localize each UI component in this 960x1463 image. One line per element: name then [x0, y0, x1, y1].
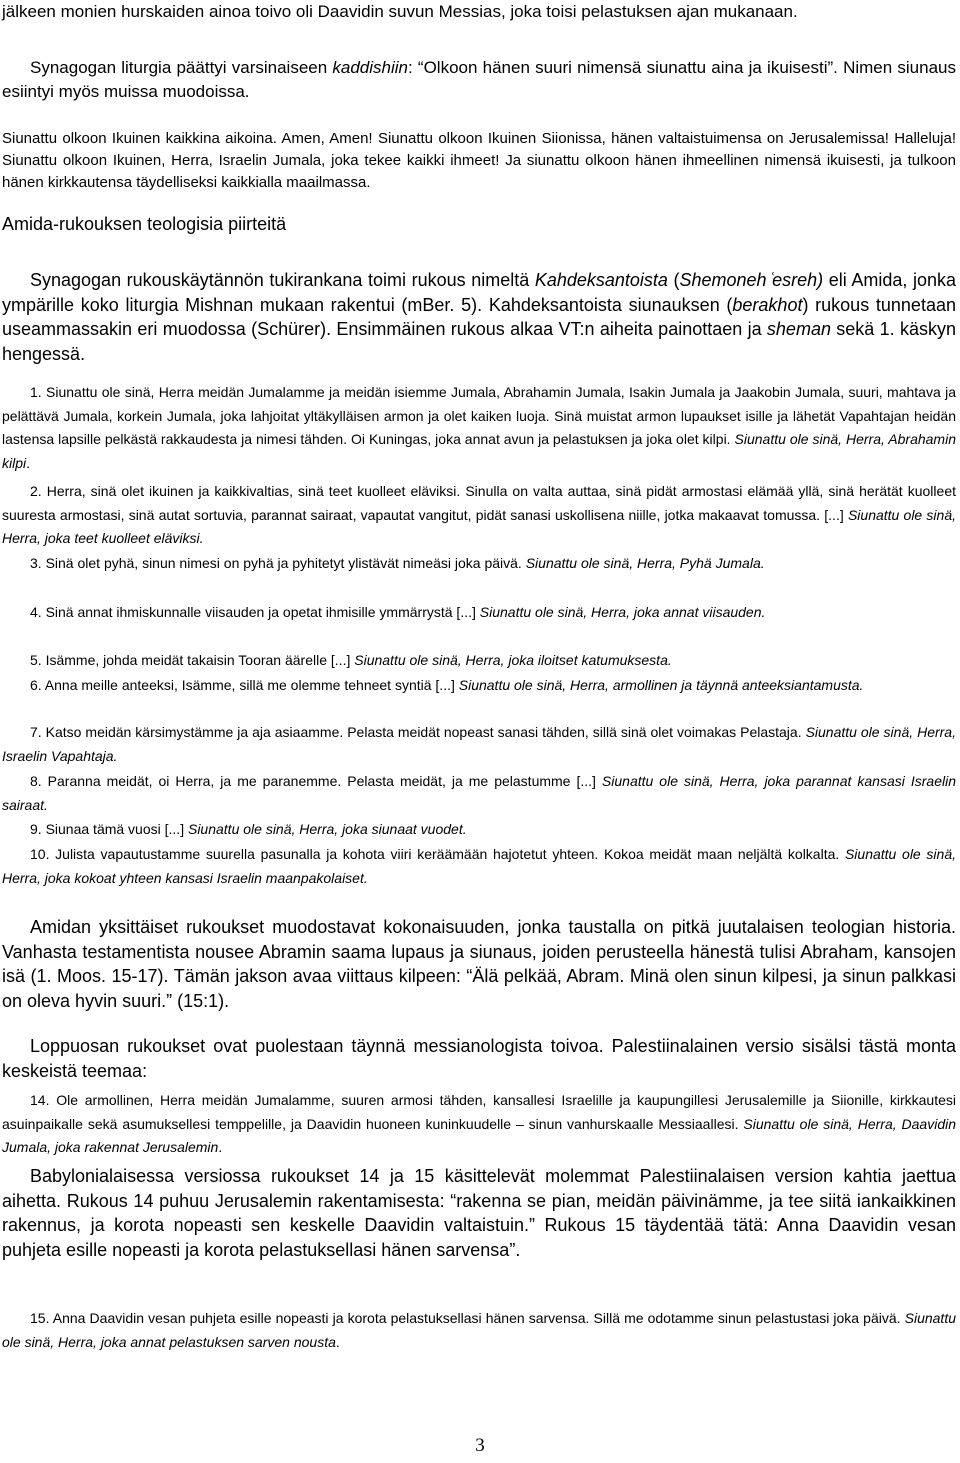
prayer-4	[2, 601, 956, 625]
prayer-1	[2, 381, 956, 475]
blessing: Siunattu ole sinä, Herra, joka kokoat yhteen kansasi Israelin maanpakolaiset.	[2, 846, 956, 886]
amida-paragraph-3	[2, 1164, 956, 1262]
prayer-5	[2, 649, 956, 673]
prayer-2	[2, 480, 956, 551]
prayer-10	[2, 843, 956, 890]
text: (	[667, 270, 680, 290]
text: .	[26, 454, 31, 471]
text: 2. Herra, sinä olet ikuinen ja kaikkivaltias, sinä teet kuolleet eläviksi. Sinulla on valta auttaa, sinä pidät armostasi elämää yllä, sinä herätät kuolleet suuresta armostasi, sinä autat sortuvia, parannat sairaat, vapautat vangitut, pidät sanasi uskollisena niille, jotka makaavat tomussa. [...]	[2, 483, 956, 523]
term: Shemoneh ͑esreh)	[679, 270, 824, 290]
page-number: 3	[475, 1435, 485, 1456]
intro-blessing-quote	[2, 128, 956, 194]
prayer-8	[2, 770, 956, 817]
blessing: Siunattu ole sinä, Herra, joka annat pelastuksen sarven nousta	[2, 1310, 956, 1350]
blessing: Siunattu ole sinä, Herra, joka annat viisauden.	[479, 604, 766, 620]
blessing: Siunattu ole sinä, Herra, Israelin Vapahtaja.	[2, 724, 956, 764]
blessing: Siunattu ole sinä, Herra, Abrahamin kilpi	[2, 431, 956, 471]
blessing: Siunattu ole sinä, Herra, joka parannat kansasi Israelin sairaat.	[2, 773, 956, 813]
blessing: Siunattu ole sinä, Herra, Daavidin Jumala, joka rakennat Jerusalemin	[2, 1115, 957, 1155]
text: 8. Paranna meidät, oi Herra, ja me paranemme. Pelasta meidät, ja me pelastumme [...]	[30, 773, 602, 789]
blessing: Siunattu ole sinä, Herra, joka siunaat vuodet.	[187, 821, 467, 837]
text: Synagogan liturgia päättyi varsinaiseen	[30, 58, 333, 77]
intro-paragraph-1	[2, 0, 956, 24]
prayer-15	[2, 1307, 956, 1354]
text: Siunattu olkoon Ikuinen Siionissa, hänen valtaistuimensa on Jerusalemissa! Halleluja! Siunattu olkoon Ikuinen, Herra, Israelin Jumala, joka tekee kaikki ihmeet! Ja siunattu olkoon hänen ihmeellinen nimensä ikuisesti, ja tulkoon hänen kirkkautensa täydelliseksi kaikkialla maailmassa.	[2, 130, 957, 191]
prayer-14	[2, 1089, 956, 1160]
text: 7. Katso meidän kärsimystämme ja aja asiaamme. Pelasta meidät nopeast sanasi tähden, sillä sinä olet voimakas Pelastaja.	[30, 724, 806, 740]
text: : “Olkoon hänen suuri nimensä siunattu aina ja ikuisesti”. Nimen siunaus esiintyi myös muissa muodoissa.	[2, 58, 956, 101]
prayer-6	[2, 674, 956, 698]
intro-paragraph-2	[2, 56, 956, 104]
text: Loppuosan rukoukset ovat puolestaan täynnä messianologista toivoa. Palestiinalainen versio sisälsi tästä monta keskeistä teemaa:	[2, 1036, 956, 1081]
prayer-7	[2, 721, 956, 768]
blessing: Siunattu ole sinä, Herra, armollinen ja täynnä anteeksiantamusta.	[458, 677, 864, 693]
text: 10. Julista vapautustamme suurella pasunalla ja kohota viiri keräämään hajotetut yhteen. Kokoa meidät maan neljältä kolkalta.	[30, 846, 845, 862]
text: .	[335, 1333, 340, 1350]
text: 14. Ole armollinen, Herra meidän Jumalamme, suuren armosi tähden, kansallesi Israelille ja kaupungillesi Jerusalemille ja Siionille, kirkkautesi asuinpaikalle sekä asumuksellesi temppelille, ja Daavidin huoneen kuninkuudelle – sinun vanhurskaalle Messiaallesi.	[2, 1092, 956, 1132]
section-paragraph	[2, 268, 956, 366]
text: 4. Sinä annat ihmiskunnalle viisauden ja opetat ihmisille ymmärrystä [...]	[30, 604, 480, 620]
amida-paragraph-1	[2, 915, 956, 1013]
text: 5. Isämme, johda meidät takaisin Tooran äärelle [...]	[30, 652, 355, 668]
text: 3. Sinä olet pyhä, sinun nimesi on pyhä ja pyhitetyt ylistävät nimeäsi joka päivä.	[30, 555, 526, 571]
text: eli Amida, jonka ympärille koko liturgia Mishnan mukaan rakentui (mBer. 5). Kahdeksantoista siunauksen (	[2, 270, 956, 315]
text: 15. Anna Daavidin vesan puhjeta esille nopeasti ja korota pelastuksellasi hänen sarvensa. Sillä me odotamme sinun pelastustasi joka päivä.	[30, 1310, 905, 1326]
prayer-3	[2, 552, 956, 576]
text: ) rukous tunnetaan useammassakin eri muodossa (Schürer). Ensimmäinen rukous alkaa VT:n aiheita painottaen ja	[2, 294, 956, 339]
text: Synagogan rukouskäytännön tukirankana toimi rukous nimeltä	[30, 270, 535, 290]
prayer-9	[2, 818, 956, 842]
text: 9. Siunaa tämä vuosi [...]	[30, 821, 188, 837]
text: .	[218, 1139, 223, 1155]
amida-paragraph-2	[2, 1034, 956, 1083]
term: Kahdeksantoista	[534, 270, 668, 290]
term: berakhot	[732, 294, 803, 315]
text: 1. Siunattu ole sinä, Herra meidän Jumalamme ja meidän isiemme Jumala, Abrahamin Jumala, Isakin Jumala ja Jaakobin Jumala, suuri, mahtava ja pelättävä Jumala, korkein Jumala, joka lahjoitat yltäkylläisen armon ja olet kaiken luoja. Sinä muistat armon lupaukset isille ja lähetät Vapahtajan heidän lastensa lapsille pelkästä rakkaudesta ja nimesi tähden. Oi Kuningas, joka annat avun ja pelastuksen ja joka olet kilpi.	[2, 384, 956, 447]
blessing: Siunattu ole sinä, Herra, joka iloitset katumuksesta.	[354, 652, 672, 668]
blessing: Siunattu ole sinä, Herra, joka teet kuolleet eläviksi.	[2, 506, 957, 546]
text: Babylonialaisessa versiossa rukoukset 14 ja 15 käsittelevät molemmat Palestiinalaisen version kahtia jaettua aihetta. Rukous 14 puhuu Jerusalemin rakentamisesta: “rakenna se pian, meidän päivinämme, ja tee siitä iankaikkinen rakennus, ja korota nopeasti sen keskelle Daavidin valtaistuin.” Rukous 15 täydentää tätä: Anna Daavidin vesan puhjeta esille nopeasti ja korota pelastuksellasi hänen sarvensa”.	[2, 1166, 956, 1260]
text: jälkeen monien hurskaiden ainoa toivo oli Daavidin suvun Messias, joka toisi pelastuksen ajan mukanaan.	[2, 2, 798, 21]
text: Amidan yksittäiset rukoukset muodostavat kokonaisuuden, jonka taustalla on pitkä juutalaisen teologian historia. Vanhasta testamentista nousee Abramin saama lupaus ja siunaus, joiden perusteella hänestä tulisi Abraham, kansojen isä (1. Moos. 15-17). Tämän jakson avaa viittaus kilpeen: “Älä pelkää, Abram. Minä olen sinun kilpesi, ja sinun palkkasi on oleva hyvin suuri.” (15:1).	[2, 917, 956, 1011]
text: 6. Anna meille anteeksi, Isämme, sillä me olemme tehneet syntiä [...]	[30, 677, 459, 693]
section-heading: Amida-rukouksen teologisia piirteitä	[2, 214, 287, 234]
text: sekä 1. käskyn hengessä.	[2, 319, 956, 364]
text: Siunattu olkoon Ikuinen kaikkina aikoina. Amen, Amen!	[2, 130, 373, 147]
term: sheman	[766, 319, 831, 339]
blessing: Siunattu ole sinä, Herra, Pyhä Jumala.	[525, 555, 765, 571]
term-kaddish: kaddishiin	[332, 58, 408, 77]
